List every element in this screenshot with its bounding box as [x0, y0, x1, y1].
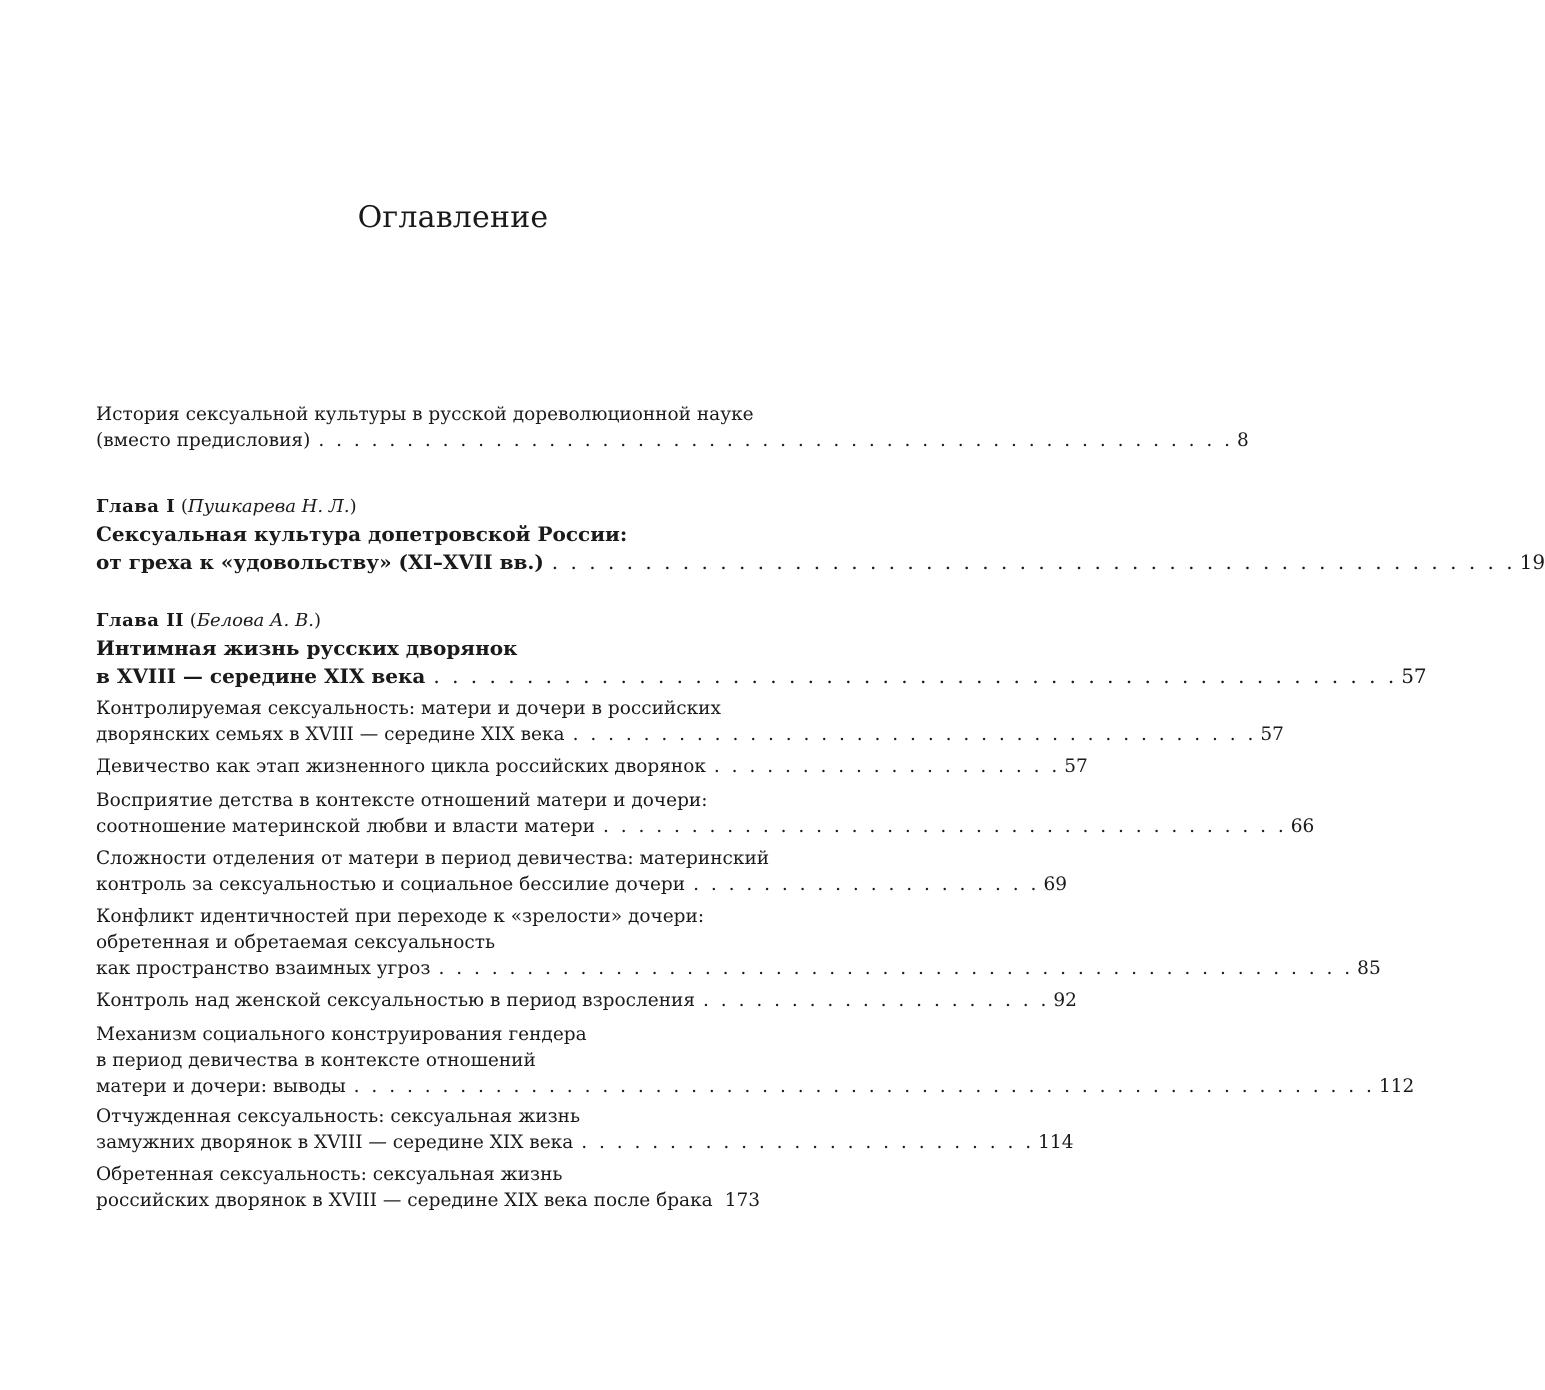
- entry-text: дворянских семьях в XVIII — середине XIX века: [96, 724, 565, 745]
- entry-text: История сексуальной культуры в русской дореволюционной науке: [96, 404, 754, 425]
- leader-dots: . . . . . . . . . . . . . . . . . . . . . . . . . . . . . . . . . . . . . . . . . . . . . . . . . . . .: [433, 664, 1398, 688]
- chapter-title-text: Интимная жизнь русских дворянок: [96, 636, 518, 660]
- entry-line: [96, 1162, 760, 1188]
- page-number: 19: [1519, 550, 1545, 574]
- entry-text: матери и дочери: выводы: [96, 1076, 346, 1097]
- leader-dots: . . . . . . . . . . . . . . . . . . . .: [713, 756, 1061, 777]
- entry-text: Механизм социального конструирования гендера: [96, 1024, 587, 1045]
- entry-line: [96, 1022, 760, 1048]
- chapter-author: Пушкарева Н. Л.: [187, 496, 350, 517]
- toc-section[interactable]: [96, 1162, 760, 1214]
- chapter-number: Глава I: [96, 496, 176, 517]
- entry-line: [96, 814, 1315, 840]
- chapter-title-line: [96, 520, 760, 548]
- chapter-author: Белова А. В.: [196, 610, 314, 631]
- entry-line: [96, 696, 760, 722]
- entry-text: Обретенная сексуальность: сексуальная жизнь: [96, 1164, 563, 1185]
- entry-line: [96, 1048, 760, 1074]
- entry-line: [96, 754, 1088, 780]
- leader-dots: . . . . . . . . . . . . . . . . . . . . . . . . . . . . . . . . . . . . . . .: [602, 816, 1287, 837]
- page-number: 114: [1038, 1132, 1074, 1153]
- toc-section[interactable]: [96, 846, 1067, 898]
- toc-chapter-2[interactable]: [96, 608, 1427, 690]
- entry-text: контроль за сексуальностью и социальное бессилие дочери: [96, 874, 686, 895]
- page-number: 8: [1237, 430, 1249, 451]
- page-number: 57: [1260, 724, 1284, 745]
- page-number: 66: [1290, 816, 1315, 837]
- entry-text: в период девичества в контексте отношений: [96, 1050, 536, 1071]
- entry-line: [96, 402, 760, 428]
- toc-chapter-1[interactable]: [96, 494, 1545, 576]
- toc-section[interactable]: [96, 988, 1077, 1014]
- entry-line: [96, 788, 760, 814]
- page-number: 85: [1357, 958, 1381, 979]
- toc-entry-intro[interactable]: [96, 402, 1249, 454]
- entry-text: Контроль над женской сексуальностью в период взросления: [96, 990, 696, 1011]
- chapter-label: Глава I (Пушкарева Н. Л.): [96, 496, 357, 517]
- entry-line: [96, 1104, 760, 1130]
- entry-text: Восприятие детства в контексте отношений матери и дочери:: [96, 790, 708, 811]
- entry-line: [96, 428, 1249, 454]
- entry-text: обретенная и обретаемая сексуальность: [96, 932, 496, 953]
- toc-section[interactable]: [96, 696, 1284, 748]
- entry-line: [96, 930, 760, 956]
- entry-text: российских дворянок в XVIII — середине XIX века после брака: [96, 1190, 713, 1211]
- chapter-title-text: в XVIII — середине XIX века: [96, 664, 426, 688]
- chapter-title-line: [96, 634, 760, 662]
- toc-section[interactable]: [96, 788, 1315, 840]
- entry-line: [96, 988, 1077, 1014]
- leader-dots: . . . . . . . . . . . . . . . . . . . . . . . . . . . . . . . . . . . . . . . . . . . . . . . . . . . . . . . . . .: [353, 1076, 1375, 1097]
- chapter-title-line: [96, 662, 1427, 690]
- entry-line: [96, 904, 760, 930]
- entry-text: Девичество как этап жизненного цикла российских дворянок: [96, 756, 706, 777]
- entry-line: [96, 722, 1284, 748]
- entry-text: как пространство взаимных угроз: [96, 958, 431, 979]
- entry-text: замужних дворянок в XVIII — середине XIX века: [96, 1132, 574, 1153]
- page-title: Оглавление: [357, 200, 549, 235]
- chapter-title-text: Сексуальная культура допетровской России:: [96, 522, 628, 546]
- entry-line: [96, 1188, 760, 1214]
- toc-section[interactable]: [96, 904, 1381, 982]
- chapter-number: Глава II: [96, 610, 185, 631]
- entry-text: Контролируемая сексуальность: матери и дочери в российских: [96, 698, 721, 719]
- entry-line: [96, 1130, 1074, 1156]
- leader-dots: . . . . . . . . . . . . . . . . . . . . . . . . . .: [581, 1132, 1035, 1153]
- chapter-title-text: от греха к «удовольству» (XI–XVII вв.): [96, 550, 544, 574]
- toc-section[interactable]: [96, 754, 1088, 780]
- entry-line: [96, 1074, 1415, 1100]
- leader-dots: . . . . . . . . . . . . . . . . . . . .: [693, 874, 1040, 895]
- page-number: 92: [1053, 990, 1077, 1011]
- leader-dots: . . . . . . . . . . . . . . . . . . . .: [703, 990, 1050, 1011]
- leader-dots: . . . . . . . . . . . . . . . . . . . . . . . . . . . . . . . . . . . . . . . . . . . . . . . . . . . .: [318, 430, 1234, 451]
- page-number: 173: [724, 1190, 760, 1211]
- leader-dots: . . . . . . . . . . . . . . . . . . . . . . . . . . . . . . . . . . . . . . .: [572, 724, 1257, 745]
- leader-dots: . . . . . . . . . . . . . . . . . . . . . . . . . . . . . . . . . . . . . . . . . . . . . . . . . . . .: [438, 958, 1354, 979]
- toc-section[interactable]: [96, 1022, 1415, 1100]
- entry-line: [96, 956, 1381, 982]
- entry-text: Сложности отделения от матери в период девичества: материнский: [96, 848, 770, 869]
- entry-line: [96, 872, 1067, 898]
- toc-section[interactable]: [96, 1104, 1074, 1156]
- page-number: 57: [1401, 664, 1427, 688]
- page-number: 112: [1378, 1076, 1415, 1097]
- entry-line: [96, 846, 770, 872]
- entry-text: соотношение материнской любви и власти матери: [96, 816, 595, 837]
- leader-dots: . . . . . . . . . . . . . . . . . . . . . . . . . . . . . . . . . . . . . . . . . . . . . . . . . . . .: [551, 550, 1516, 574]
- entry-text: (вместо предисловия): [96, 430, 311, 451]
- page-number: 57: [1064, 756, 1088, 777]
- entry-text: Конфликт идентичностей при переходе к «зрелости» дочери:: [96, 906, 705, 927]
- chapter-title-line: [96, 548, 1545, 576]
- page-number: 69: [1043, 874, 1067, 895]
- entry-text: Отчужденная сексуальность: сексуальная жизнь: [96, 1106, 581, 1127]
- chapter-label: Глава II (Белова А. В.): [96, 610, 321, 631]
